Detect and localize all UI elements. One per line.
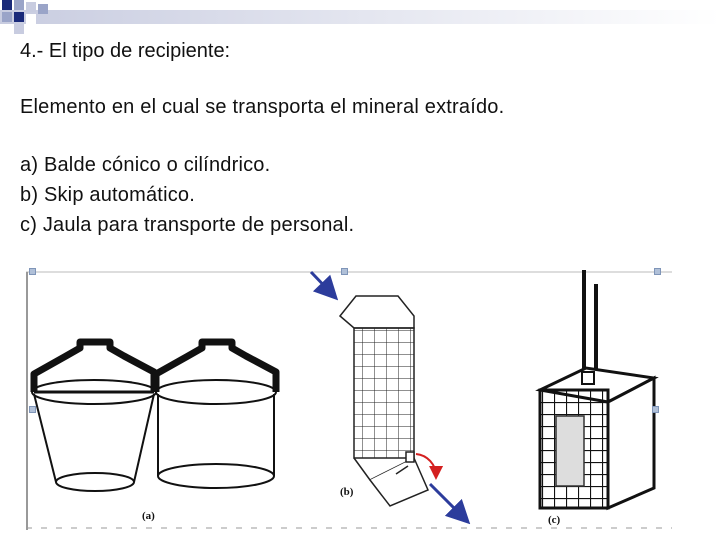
definition-text: Elemento en el cual se transporta el mineral extraído. [20,96,505,118]
container-types-figure [26,270,672,530]
slide-title: 4.- El tipo de recipiente: [20,40,231,62]
option-c: c) Jaula para transporte de personal. [20,214,355,236]
selection-handle[interactable] [29,268,36,275]
label-b: (b) [340,486,354,498]
selection-handle[interactable] [654,268,661,275]
arrow-icon [311,272,334,296]
option-b: b) Skip automático. [20,184,195,206]
selection-handle[interactable] [29,406,36,413]
skip-drawing [311,272,466,520]
cage-drawing [540,270,654,508]
selection-handle[interactable] [652,406,659,413]
bucket-right [156,342,276,488]
option-a: a) Balde cónico o cilíndrico. [20,154,271,176]
selection-handle[interactable] [341,268,348,275]
bucket-left [32,340,156,491]
label-c: (c) [548,514,561,526]
label-a: (a) [142,510,155,522]
corner-squares-decoration [0,0,720,40]
